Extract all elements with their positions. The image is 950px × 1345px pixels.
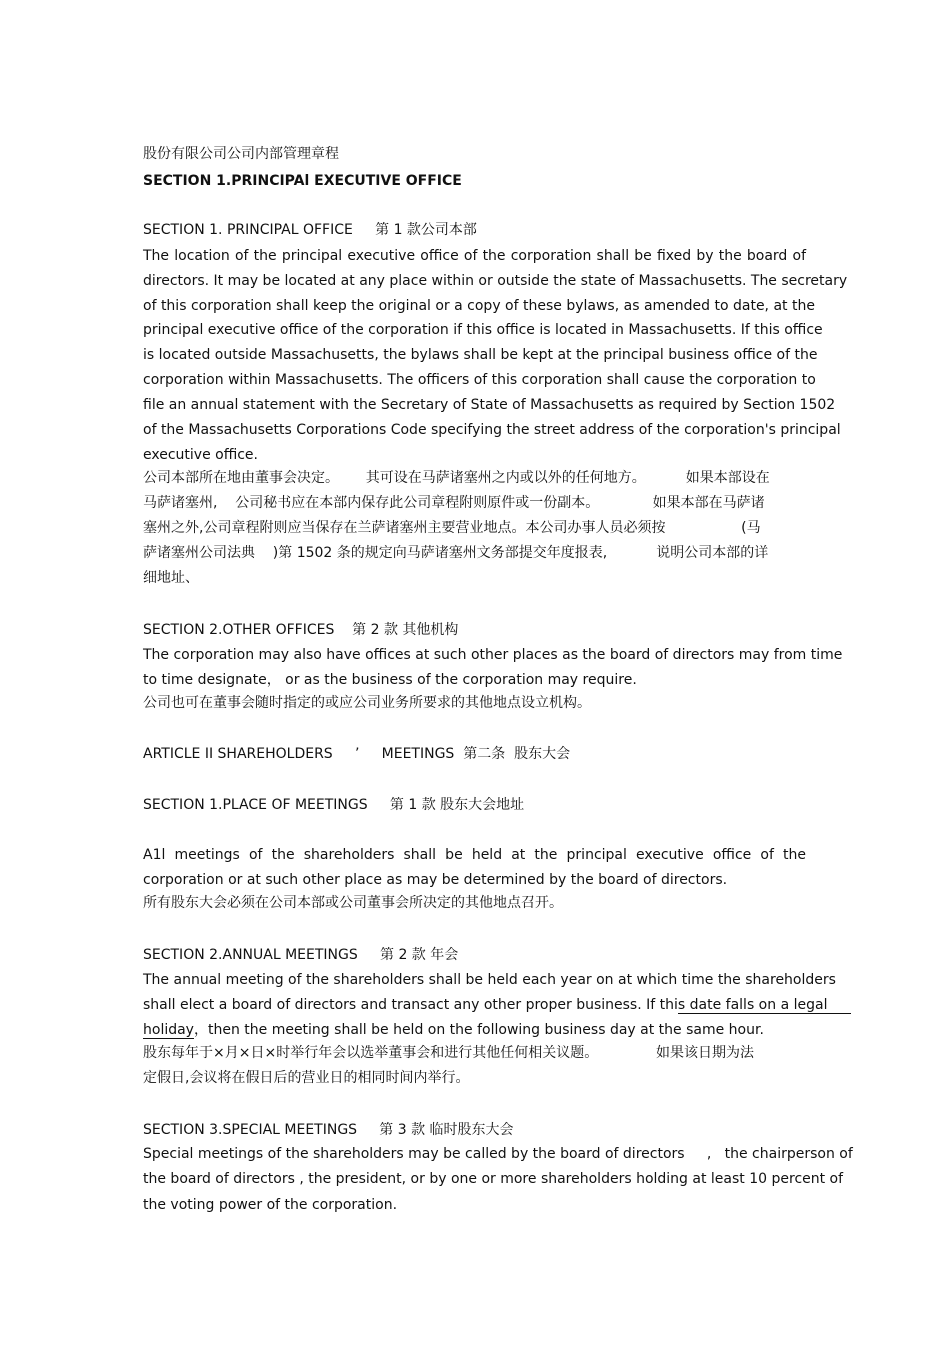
main-heading: SECTION 1.PRINCIPAl EXECUTIVE OFFICE	[143, 173, 462, 189]
paragraph-line	[143, 1021, 764, 1039]
paragraph-line: The location of the principal executive office of the corporation shall be fixed by the board of	[143, 248, 806, 264]
paragraph-line: A1l meetings of the shareholders shall be held at the principal executive office of the	[143, 847, 806, 863]
text-run: ，then the meeting shall be held on the following business day at the same hour.	[193, 1022, 764, 1038]
paragraph-line: to time designate， or as the business of the corporation may require.	[143, 672, 637, 688]
paragraph-line: principal executive office of the corporation if this office is located in Massachusetts. If this office	[143, 322, 823, 338]
paragraph-line: executive office.	[143, 447, 258, 463]
paragraph-line-zh: 马萨诸塞州, 公司秘书应在本部内保存此公司章程附则原件或一份副本。 如果本部在马萨诸	[143, 495, 765, 511]
paragraph-line	[143, 996, 851, 1014]
paragraph-line-zh: 股东每年于×月×日×时举行年会以选举董事会和进行其他任何相关议题。 如果该日期为法	[143, 1045, 755, 1061]
section-heading: SECTION 2.OTHER OFFICES 第 2 款 其他机构	[143, 622, 459, 638]
paragraph-line: is located outside Massachusetts, the bylaws shall be kept at the principal business office of the	[143, 347, 818, 363]
paragraph-line-zh: 公司也可在董事会随时指定的或应公司业务所要求的其他地点设立机构。	[143, 695, 591, 711]
section-heading: SECTION 1. PRINCIPAL OFFICE 第 1 款公司本部	[143, 222, 477, 238]
paragraph-line: corporation or at such other place as may be determined by the board of directors.	[143, 872, 728, 888]
underlined-text: s date falls on a legal	[678, 997, 852, 1014]
paragraph-line: of this corporation shall keep the original or a copy of these bylaws, as amended to date, at the	[143, 298, 815, 314]
paragraph-line-zh: 所有股东大会必须在公司本部或公司董事会所决定的其他地点召开。	[143, 895, 563, 911]
text-run: shall elect a board of directors and transact any other proper business. If thi	[143, 997, 678, 1013]
paragraph-line: file an annual statement with the Secretary of State of Massachusetts as required by Section 1502	[143, 397, 836, 413]
paragraph-line-zh: 公司本部所在地由董事会决定。 其可设在马萨诸塞州之内或以外的任何地方。 如果本部设在	[143, 470, 770, 486]
paragraph-line-zh: 定假日,会议将在假日后的营业日的相同时间内举行。	[143, 1070, 470, 1086]
paragraph-line: Special meetings of the shareholders may be called by the board of directors , the chairperson of	[143, 1146, 853, 1162]
article-heading: ARTICLE II SHAREHOLDERS ’ MEETINGS 第二条 股东大会	[143, 746, 571, 762]
paragraph-line-zh: 塞州之外,公司章程附则应当保存在兰萨诸塞州主要营业地点。本公司办事人员必须按 (马	[143, 520, 761, 536]
section-heading: SECTION 2.ANNUAL MEETINGS 第 2 款 年会	[143, 947, 459, 963]
document-title: 股份有限公司公司内部管理章程	[143, 146, 339, 162]
underlined-text: holiday	[143, 1022, 194, 1038]
paragraph-line: corporation within Massachusetts. The officers of this corporation shall cause the corporation to	[143, 372, 816, 388]
paragraph-line: The annual meeting of the shareholders shall be held each year on at which time the shareholders	[143, 972, 836, 988]
paragraph-line: directors. It may be located at any place within or outside the state of Massachusetts. The secretary	[143, 273, 848, 289]
paragraph-line: of the Massachusetts Corporations Code specifying the street address of the corporation's principal	[143, 422, 841, 438]
paragraph-line-zh: 萨诸塞州公司法典 )第 1502 条的规定向马萨诸塞州文务部提交年度报表, 说明公司本部的详	[143, 545, 769, 561]
paragraph-line: The corporation may also have offices at such other places as the board of directors may from time	[143, 647, 843, 663]
paragraph-line: the board of directors , the president, or by one or more shareholders holding at least 10 percent of	[143, 1171, 844, 1187]
paragraph-line-zh: 细地址、	[143, 570, 199, 586]
section-heading: SECTION 1.PLACE OF MEETINGS 第 1 款 股东大会地址	[143, 797, 525, 813]
section-heading: SECTION 3.SPECIAL MEETINGS 第 3 款 临时股东大会	[143, 1122, 514, 1138]
paragraph-line: the voting power of the corporation.	[143, 1197, 398, 1213]
